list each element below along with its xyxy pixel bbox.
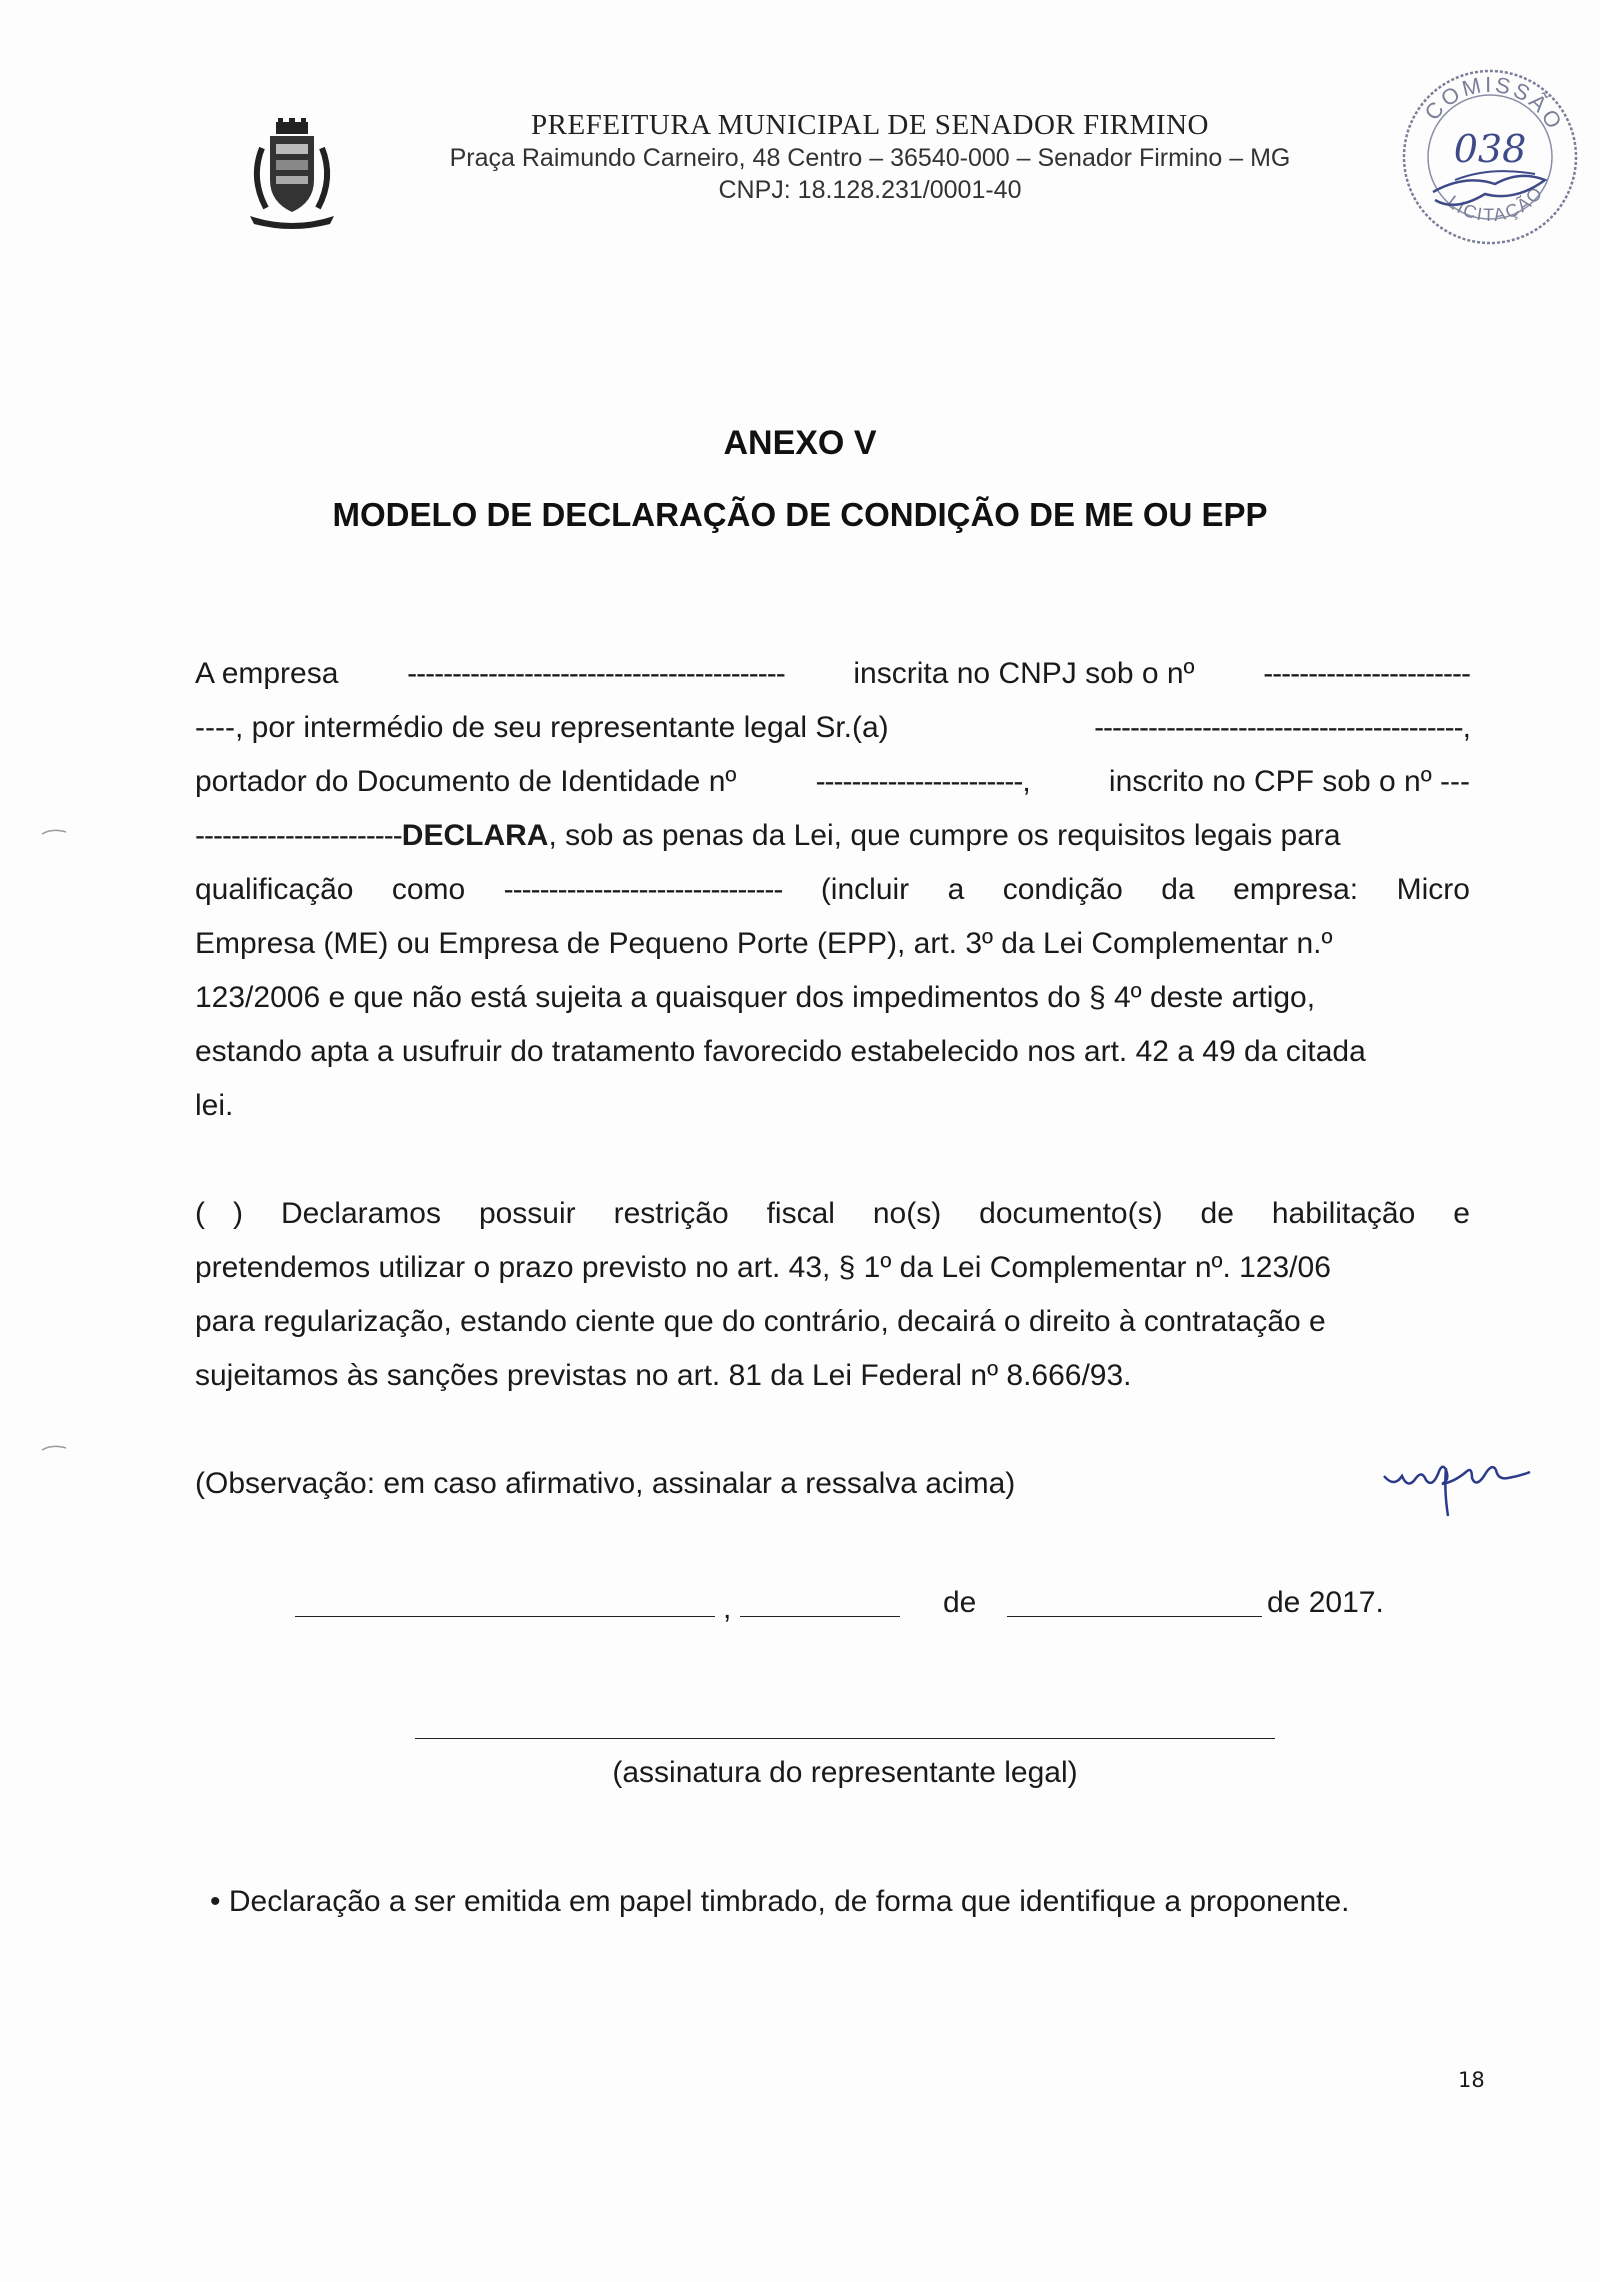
date-year: de 2017. [1267, 1586, 1384, 1619]
month-blank[interactable] [1007, 1616, 1262, 1617]
municipality-cnpj: CNPJ: 18.128.231/0001-40 [718, 176, 1022, 204]
scan-mark [40, 1444, 68, 1452]
paragraph2-line3: para regularização, estando ciente que do contrário, decairá o direito à contratação e [195, 1305, 1326, 1338]
signature-label: (assinatura do representante legal) [612, 1756, 1078, 1789]
paragraph1-line1 [195, 656, 1470, 692]
municipality-name: PREFEITURA MUNICIPAL DE SENADOR FIRMINO [531, 109, 1209, 141]
text-segment: Micro [1396, 873, 1470, 906]
paragraph1-line3 [195, 764, 1470, 800]
date-comma: , [723, 1592, 732, 1625]
text-segment: empresa: [1233, 873, 1359, 906]
paragraph1-line9: lei. [195, 1089, 234, 1122]
company-blank: ------------------------------------------ [407, 657, 785, 690]
municipal-coat-of-arms-icon [242, 118, 342, 230]
stamp-number: 038 [1453, 127, 1527, 171]
paragraph1-line8: estando apta a usufruir do tratamento favorecido estabelecido nos art. 42 a 49 da citada [195, 1035, 1366, 1068]
document-subtitle: MODELO DE DECLARAÇÃO DE CONDIÇÃO DE ME OU EPP [332, 496, 1268, 533]
text-segment: restrição [613, 1197, 729, 1230]
text-segment: e [1453, 1197, 1470, 1230]
paragraph1-line7: 123/2006 e que não está sujeita a quaisquer dos impedimentos do § 4º deste artigo, [195, 981, 1316, 1014]
handwritten-initials [1380, 1440, 1535, 1520]
day-blank[interactable] [740, 1616, 900, 1617]
text-segment: Declaramos [280, 1197, 441, 1230]
paragraph1-line6: Empresa (ME) ou Empresa de Pequeno Porte (EPP), art. 3º da Lei Complementar n.º [195, 927, 1333, 960]
city-blank[interactable] [295, 1616, 715, 1617]
paragraph2-line1 [195, 1196, 1470, 1232]
paragraph1-line4 [195, 818, 1470, 854]
declara-keyword: DECLARA [401, 819, 549, 852]
signature-line[interactable] [415, 1738, 1275, 1739]
municipality-address: Praça Raimundo Carneiro, 48 Centro – 36540-000 – Senador Firmino – MG [449, 144, 1291, 172]
commission-stamp [1395, 62, 1585, 252]
checkbox-close-paren: ) [233, 1197, 243, 1230]
paragraph2-line4: sujeitamos às sanções previstas no art. 81 da Lei Federal nº 8.666/93. [195, 1359, 1132, 1392]
text-segment: possuir [478, 1197, 576, 1230]
text-segment: portador do Documento de Identidade nº [195, 765, 737, 798]
text-segment: fiscal [766, 1197, 835, 1230]
text-segment: de [1200, 1197, 1234, 1230]
paragraph1-line2 [195, 710, 1470, 746]
representative-blank: -----------------------------------------, [1094, 711, 1470, 744]
text-segment: A empresa [195, 657, 339, 690]
scan-mark [40, 828, 68, 836]
cnpj-blank: ----------------------- [1263, 657, 1470, 690]
annex-title: ANEXO V [723, 424, 877, 462]
text-segment: qualificação [195, 873, 354, 906]
checkbox-open-paren: ( [195, 1197, 205, 1230]
text-segment: condição [1002, 873, 1123, 906]
date-de-1: de [943, 1586, 977, 1619]
observation-note: (Observação: em caso afirmativo, assinalar a ressalva acima) [195, 1467, 1016, 1500]
text-segment: da [1161, 873, 1195, 906]
stamp-top-text: COMISSÃO [1419, 71, 1569, 136]
text-segment: , sob as penas da Lei, que cumpre os requisitos legais para [548, 819, 1341, 852]
letterhead [400, 108, 1340, 206]
text-segment: documento(s) [979, 1197, 1163, 1230]
paragraph1-line5 [195, 872, 1470, 908]
text-segment: ----, por intermédio de seu representante legal Sr.(a) [195, 711, 889, 744]
paragraph2-line2: pretendemos utilizar o prazo previsto no art. 43, § 1º da Lei Complementar nº. 123/06 [195, 1251, 1331, 1284]
text-segment: no(s) [872, 1197, 942, 1230]
condition-blank: ------------------------------- [503, 873, 783, 906]
page-number: 18 [1458, 2068, 1485, 2092]
cpf-blank: ----------------------- [195, 819, 402, 852]
text-segment: habilitação [1271, 1197, 1416, 1230]
svg-text:COMISSÃO [1419, 72, 1568, 135]
restriction-checkbox[interactable] [195, 1196, 243, 1232]
stamp-bottom-text: LICITAÇÃO [1443, 181, 1548, 226]
text-segment: inscrita no CNPJ sob o nº [853, 657, 1195, 690]
text-segment: como [391, 873, 466, 906]
text-segment: inscrito no CPF sob o nº --- [1108, 765, 1470, 798]
text-segment: (incluir [820, 873, 910, 906]
id-blank: -----------------------, [815, 765, 1030, 798]
footnote: • Declaração a ser emitida em papel timbrado, de forma que identifique a proponente. [210, 1885, 1350, 1918]
text-segment: a [947, 873, 965, 906]
date-place-line [295, 1586, 1395, 1626]
